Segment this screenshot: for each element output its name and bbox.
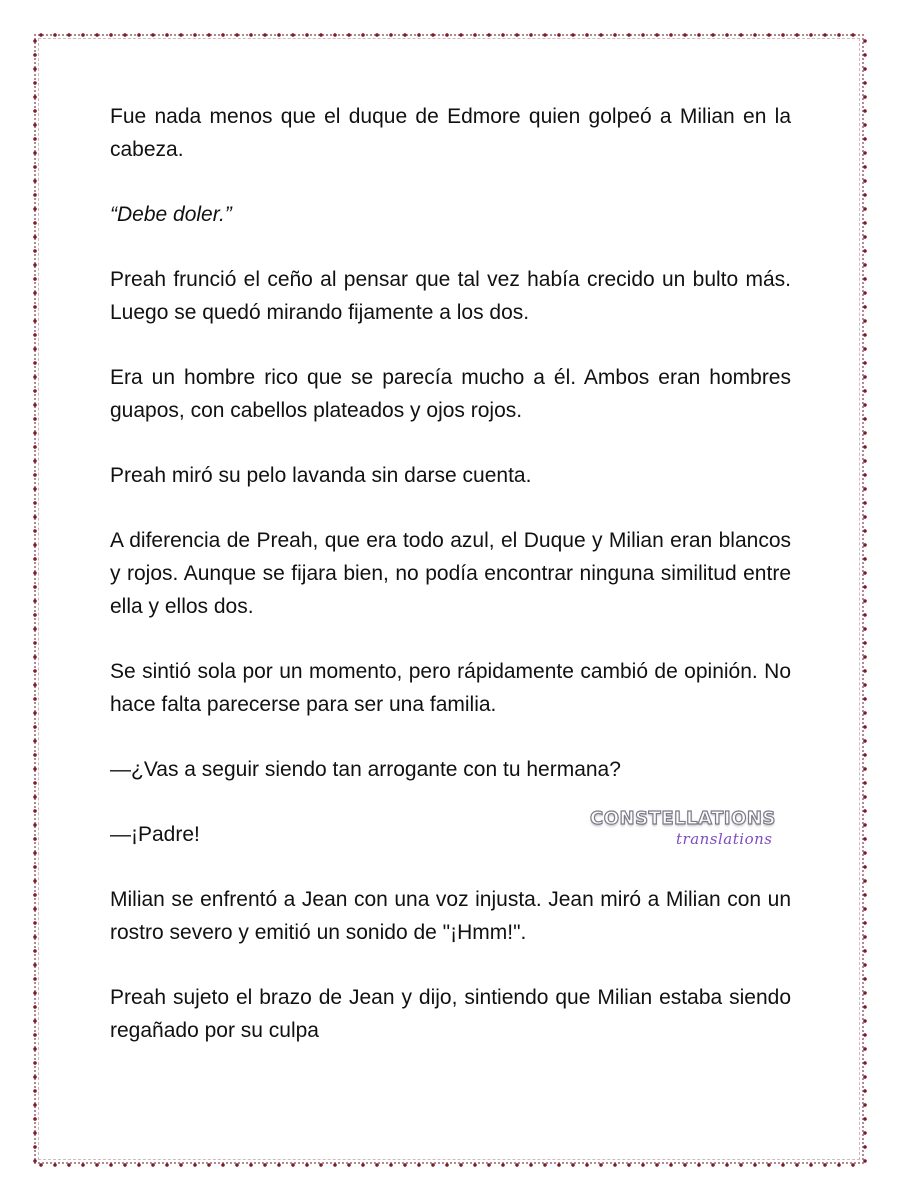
paragraph: Milian se enfrentó a Jean con una voz injusta. Jean miró a Milian con un rostro severo y emitió un sonido de "¡Hmm!". [110, 888, 791, 944]
paragraph: Preah miró su pelo lavanda sin darse cuenta. [110, 464, 532, 487]
paragraph: Preah sujeto el brazo de Jean y dijo, sintiendo que Milian estaba siendo regañado por su culpa [110, 986, 791, 1042]
watermark-subtitle: translations [676, 830, 773, 848]
paragraph: Preah frunció el ceño al pensar que tal vez había crecido un bulto más. Luego se quedó mirando fijamente a los dos. [110, 268, 791, 324]
paragraph: “Debe doler.” [110, 203, 232, 226]
paragraph: —¡Padre! [110, 823, 200, 846]
paragraph: Fue nada menos que el duque de Edmore quien golpeó a Milian en la cabeza. [110, 105, 791, 161]
paragraph: Era un hombre rico que se parecía mucho a él. Ambos eran hombres guapos, con cabellos plateados y ojos rojos. [110, 366, 791, 422]
paragraph: —¿Vas a seguir siendo tan arrogante con tu hermana? [110, 758, 621, 781]
paragraph: A diferencia de Preah, que era todo azul, el Duque y Milian eran blancos y rojos. Aunque se fijara bien, no podía encontrar ninguna similitud entre ella y ellos dos. [110, 529, 791, 618]
document-body [110, 100, 791, 1079]
watermark-title: CONSTELLATIONS [590, 808, 776, 829]
paragraph: Se sintió sola por un momento, pero rápidamente cambió de opinión. No hace falta parecerse para ser una familia. [110, 660, 791, 716]
watermark-logo [590, 808, 790, 856]
